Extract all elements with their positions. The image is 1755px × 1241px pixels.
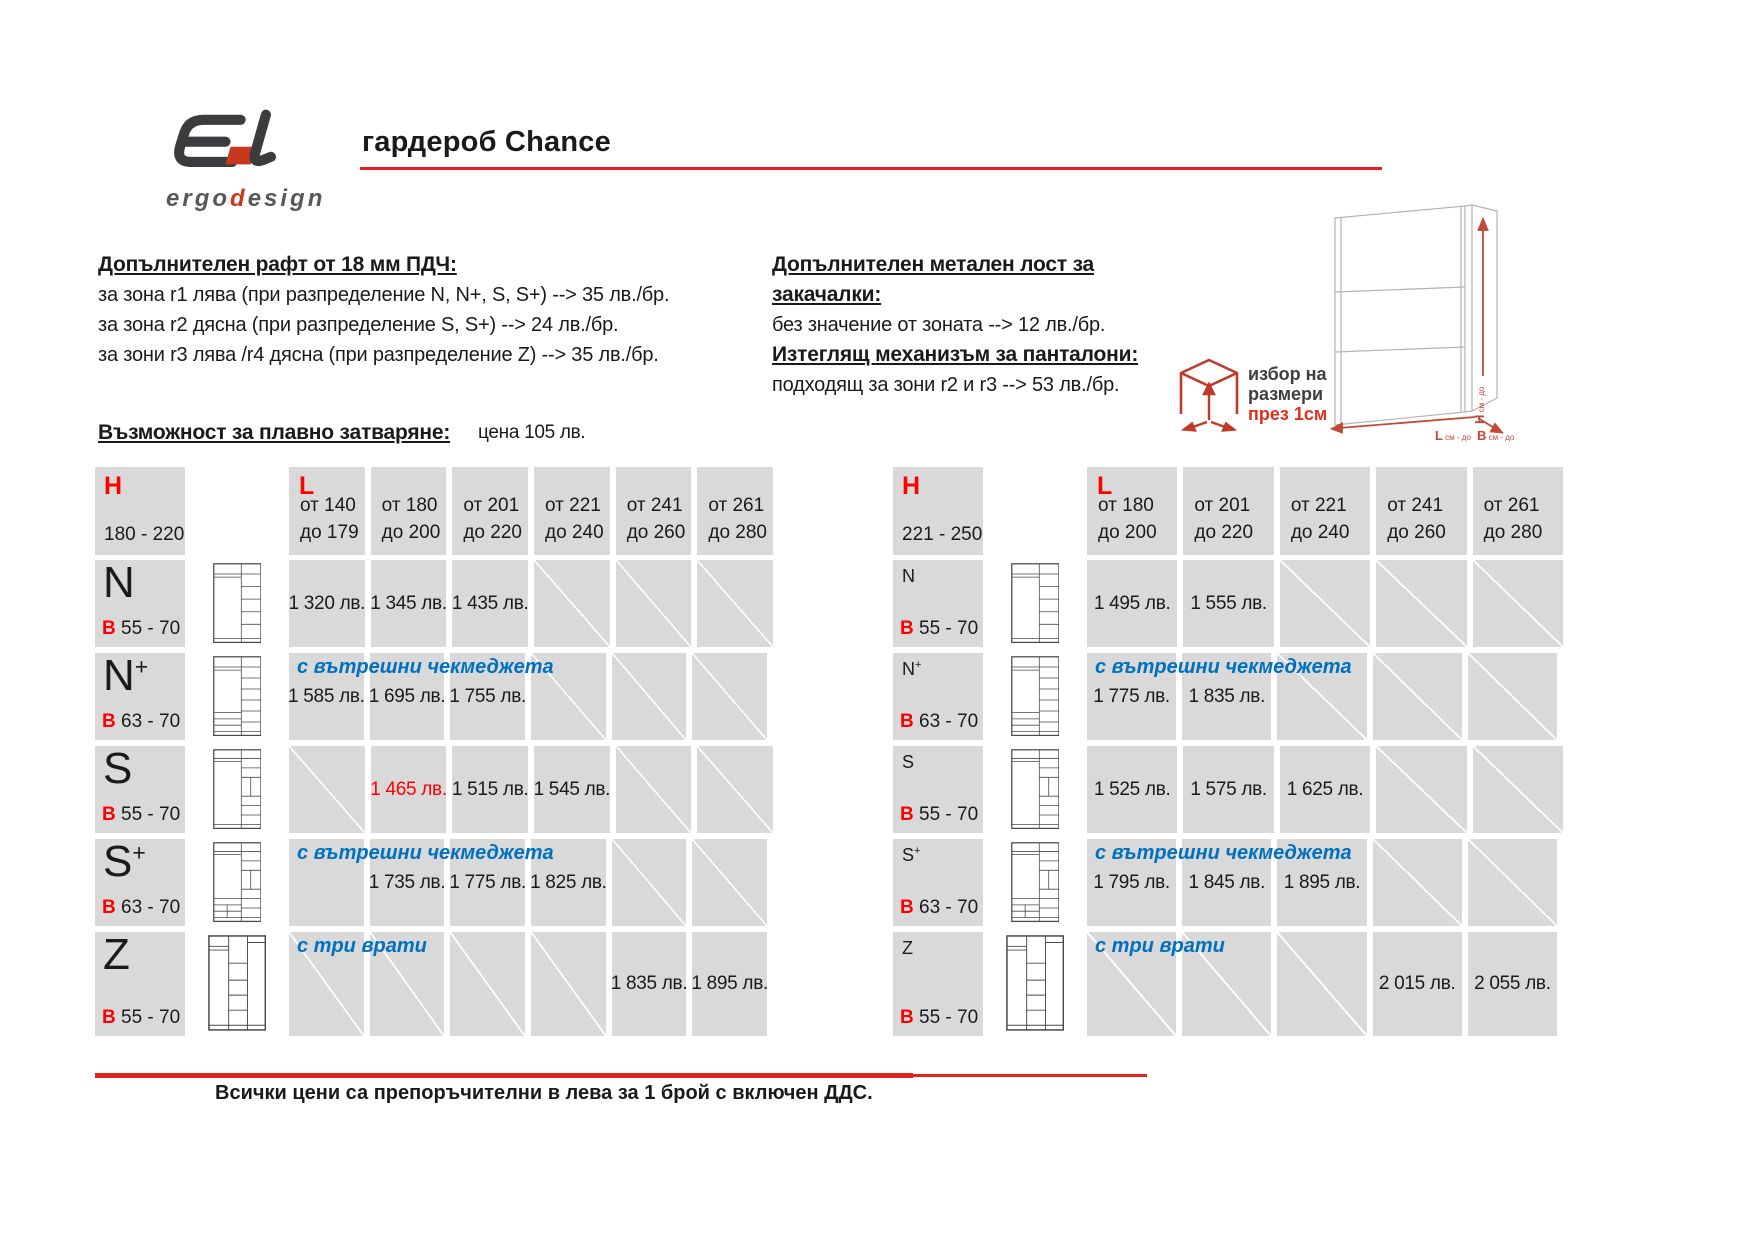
zone-letter: Z <box>902 938 913 958</box>
price-cell <box>371 746 447 833</box>
depth-range: В 55 - 70 <box>900 1007 979 1028</box>
length-from: от 221 <box>1290 495 1347 516</box>
length-to: до 220 <box>1194 522 1254 543</box>
size-cube-icon <box>1176 356 1242 432</box>
extra-shelf-line-1: за зона r1 лява (при разпределение N, N+, S, S+) --> 35 лв./бр. <box>98 284 670 306</box>
depth-range: В 63 - 70 <box>900 711 979 732</box>
price-value: 1 845 лв. <box>1188 871 1266 893</box>
price-cell <box>1280 560 1370 647</box>
price-cell <box>1468 653 1557 740</box>
depth-range: В 55 - 70 <box>900 618 979 639</box>
zone-letter: S <box>902 752 915 772</box>
height-header-cell <box>893 467 983 555</box>
size-choice-line-1: избор на <box>1248 364 1327 384</box>
metal-rod-heading: Допълнителен метален лост за закачалки: <box>772 253 1095 306</box>
table-row-s <box>893 746 1563 833</box>
length-to: до 200 <box>381 522 441 543</box>
footer-rule-left <box>95 1073 913 1078</box>
price-cell <box>534 746 610 833</box>
price-value: 1 775 лв. <box>1093 685 1170 707</box>
table-row-splus <box>95 839 773 926</box>
length-from: от 241 <box>1387 495 1444 516</box>
price-cell <box>289 746 365 833</box>
wardrobe-layout-splus-icon <box>213 842 262 924</box>
height-letter: H <box>104 472 123 500</box>
table-row-n <box>95 560 773 647</box>
metal-rod-info <box>772 250 1192 340</box>
layout-icon-cell <box>989 746 1081 833</box>
length-range-header <box>1087 467 1177 555</box>
depth-range: В 63 - 70 <box>102 711 181 732</box>
price-value: 1 525 лв. <box>1093 778 1171 800</box>
soft-close-price: цена 105 лв. <box>478 422 586 443</box>
length-to: до 200 <box>1098 522 1157 543</box>
table-row-z <box>95 932 773 1036</box>
trouser-rack-info <box>772 340 1192 400</box>
length-to: до 260 <box>626 522 686 543</box>
length-range-header <box>1280 467 1370 555</box>
layout-icon-cell <box>989 560 1081 647</box>
length-from: от 261 <box>1483 495 1540 516</box>
price-cell <box>1373 839 1462 926</box>
price-value: 1 795 лв. <box>1093 871 1170 893</box>
row-note: с вътрешни чекмеджета <box>1095 656 1352 678</box>
price-value: 1 735 лв. <box>368 871 446 893</box>
length-range-header <box>616 467 692 555</box>
soft-close-info <box>98 418 758 448</box>
price-value: 1 825 лв. <box>530 871 607 893</box>
zone-label-cell <box>893 839 983 926</box>
height-header-cell <box>95 467 185 555</box>
length-range-header <box>1376 467 1466 555</box>
price-cell <box>616 746 692 833</box>
price-cell <box>1183 560 1273 647</box>
zone-letter: Z <box>103 930 130 979</box>
table-header-row <box>95 467 773 555</box>
price-cell <box>692 653 767 740</box>
price-cell <box>692 932 767 1036</box>
price-cell <box>1468 932 1557 1036</box>
extra-shelf-line-3: за зони r3 лява /r4 дясна (при разпределение Z) --> 35 лв./бр. <box>98 344 659 366</box>
wardrobe-layout-n-icon <box>213 563 262 645</box>
length-to: до 280 <box>708 522 767 543</box>
price-value: 1 515 лв. <box>451 778 529 800</box>
row-note: с три врати <box>297 935 427 957</box>
wardrobe-layout-z-icon <box>1006 935 1064 1033</box>
price-table-h180-220 <box>95 467 773 1042</box>
price-cell <box>1087 560 1177 647</box>
zone-label-cell <box>95 560 185 647</box>
price-value: 2 015 лв. <box>1378 973 1456 994</box>
row-note: с вътрешни чекмеджета <box>1095 842 1352 864</box>
page-title: гардероб Chance <box>362 126 611 158</box>
trouser-rack-heading: Изтеглящ механизъм за панталони: <box>772 343 1139 366</box>
extra-shelf-info <box>98 250 698 370</box>
extra-shelf-line-2: за зона r2 дясна (при разпределение S, S+) --> 24 лв./бр. <box>98 314 619 336</box>
footer-note: Всички цени са препоръчителни в лева за 1 брой с включен ДДС. <box>215 1082 873 1104</box>
trouser-rack-line: подходящ за зони r2 и r3 --> 53 лв./бр. <box>772 374 1120 396</box>
zone-letter: N <box>103 558 135 607</box>
price-cell <box>452 746 528 833</box>
zone-label-cell <box>95 839 185 926</box>
price-value: 1 495 лв. <box>1093 592 1171 614</box>
zone-label-cell <box>893 932 983 1036</box>
length-from: от 180 <box>1098 495 1154 516</box>
price-cell <box>1376 746 1466 833</box>
length-to: до 280 <box>1483 522 1543 543</box>
price-cell <box>697 560 773 647</box>
zone-label-cell <box>95 653 185 740</box>
price-cell <box>1468 839 1557 926</box>
height-letter: H <box>902 472 921 500</box>
price-value: 1 465 лв. <box>370 778 447 800</box>
length-from: от 221 <box>545 495 601 516</box>
length-range-header <box>289 467 365 555</box>
wardrobe-layout-nplus-icon <box>1011 656 1060 738</box>
length-to: до 260 <box>1387 522 1446 543</box>
size-choice-line-2: размери <box>1248 384 1324 404</box>
price-cell <box>612 839 687 926</box>
layout-icon-cell <box>191 653 283 740</box>
length-to: до 179 <box>300 522 359 543</box>
table-row-nplus <box>893 653 1563 740</box>
depth-range: В 55 - 70 <box>102 618 181 639</box>
ergodesign-logo-icon <box>146 108 321 188</box>
price-cell <box>371 560 447 647</box>
layout-column-spacer <box>191 467 283 555</box>
layout-icon-cell <box>191 932 283 1036</box>
table-row-splus <box>893 839 1563 926</box>
price-value: 1 585 лв. <box>288 685 365 707</box>
zone-label-cell <box>95 932 185 1036</box>
price-value: 1 775 лв. <box>449 871 526 893</box>
length-range-header <box>697 467 773 555</box>
price-table-h221-250 <box>893 467 1563 1042</box>
zone-label-cell <box>893 746 983 833</box>
length-letter: L <box>1097 472 1113 500</box>
wardrobe-layout-s-icon <box>213 749 262 831</box>
zone-letter: N+ <box>902 659 922 679</box>
wardrobe-layout-s-icon <box>1011 749 1060 831</box>
row-note: с три врати <box>1095 935 1225 957</box>
layout-icon-cell <box>191 560 283 647</box>
layout-icon-cell <box>191 839 283 926</box>
wardrobe-layout-nplus-icon <box>213 656 262 738</box>
price-value: 1 545 лв. <box>533 778 611 800</box>
price-cell <box>450 932 525 1036</box>
price-value: 1 320 лв. <box>288 592 366 614</box>
price-value: 2 055 лв. <box>1474 973 1551 994</box>
metal-rod-line: без значение от зоната --> 12 лв./бр. <box>772 314 1106 336</box>
length-to: до 240 <box>1290 522 1350 543</box>
price-cell <box>1473 560 1563 647</box>
zone-label-cell <box>893 560 983 647</box>
length-from: от 201 <box>1194 495 1251 516</box>
price-cell <box>616 560 692 647</box>
table-header-row <box>893 467 1563 555</box>
table-row-nplus <box>95 653 773 740</box>
dim-label-l: L см - до <box>1435 428 1471 443</box>
price-value: 1 555 лв. <box>1190 592 1267 614</box>
zone-letter: N+ <box>103 651 149 700</box>
price-cell <box>1183 746 1273 833</box>
table-row-n <box>893 560 1563 647</box>
depth-range: В 55 - 70 <box>102 1007 181 1028</box>
price-cell <box>612 932 687 1036</box>
length-to: до 240 <box>545 522 604 543</box>
length-from: от 180 <box>381 495 438 516</box>
length-range-header <box>1183 467 1273 555</box>
row-note: с вътрешни чекмеджета <box>297 656 554 678</box>
wardrobe-layout-splus-icon <box>1011 842 1060 924</box>
size-choice-note <box>1248 364 1327 424</box>
zone-letter: N <box>902 566 915 586</box>
price-value: 1 435 лв. <box>451 592 529 614</box>
layout-column-spacer <box>989 467 1081 555</box>
zone-letter: S <box>103 744 133 793</box>
length-from: от 201 <box>463 495 520 516</box>
price-value: 1 345 лв. <box>370 592 447 614</box>
table-row-z <box>893 932 1563 1036</box>
length-range-header <box>1473 467 1563 555</box>
price-cell <box>1373 653 1462 740</box>
dim-label-b: B см - до <box>1477 428 1515 443</box>
wardrobe-dimension-drawing <box>1325 196 1515 446</box>
soft-close-heading: Възможност за плавно затваряне: <box>98 421 451 444</box>
size-choice-step: през 1см <box>1248 404 1328 424</box>
length-to: до 220 <box>463 522 522 543</box>
length-from: от 241 <box>626 495 683 516</box>
price-value: 1 835 лв. <box>1188 685 1266 707</box>
price-cell <box>289 560 365 647</box>
length-from: от 140 <box>300 495 356 516</box>
length-range-header <box>371 467 447 555</box>
price-cell <box>692 839 767 926</box>
depth-range: В 63 - 70 <box>102 897 181 918</box>
price-cell <box>1373 932 1462 1036</box>
layout-icon-cell <box>989 653 1081 740</box>
zone-label-cell <box>95 746 185 833</box>
wardrobe-layout-z-icon <box>208 935 266 1033</box>
zone-letter: S+ <box>103 837 146 886</box>
layout-icon-cell <box>989 932 1081 1036</box>
price-cell <box>697 746 773 833</box>
price-cell <box>1087 746 1177 833</box>
wardrobe-layout-n-icon <box>1011 563 1060 645</box>
price-value: 1 835 лв. <box>610 973 688 994</box>
layout-icon-cell <box>191 746 283 833</box>
length-range-header <box>534 467 610 555</box>
price-cell <box>534 560 610 647</box>
layout-icon-cell <box>989 839 1081 926</box>
depth-range: В 55 - 70 <box>900 804 979 825</box>
price-value: 1 755 лв. <box>449 685 526 707</box>
price-cell <box>1376 560 1466 647</box>
price-cell <box>531 932 606 1036</box>
extra-shelf-heading: Допълнителен рафт от 18 мм ПДЧ: <box>98 253 457 276</box>
price-cell <box>452 560 528 647</box>
length-range-header <box>452 467 528 555</box>
height-range: 221 - 250 <box>902 524 983 545</box>
price-cell <box>1473 746 1563 833</box>
zone-letter: S+ <box>902 845 921 865</box>
table-row-s <box>95 746 773 833</box>
dim-label-h: H см - до <box>1472 386 1487 424</box>
height-range: 180 - 220 <box>104 524 185 545</box>
brand-wordmark: ergodesign <box>166 185 326 212</box>
depth-range: В 63 - 70 <box>900 897 979 918</box>
price-value: 1 895 лв. <box>691 973 768 994</box>
length-letter: L <box>299 472 315 500</box>
title-underline <box>360 167 1382 170</box>
price-value: 1 575 лв. <box>1190 778 1267 800</box>
row-note: с вътрешни чекмеджета <box>297 842 554 864</box>
zone-label-cell <box>893 653 983 740</box>
depth-range: В 55 - 70 <box>102 804 181 825</box>
footer-rule-right <box>913 1074 1147 1077</box>
length-from: от 261 <box>708 495 765 516</box>
price-cell <box>1280 746 1370 833</box>
price-value: 1 625 лв. <box>1286 778 1364 800</box>
price-cell <box>612 653 687 740</box>
price-value: 1 895 лв. <box>1283 871 1361 893</box>
price-value: 1 695 лв. <box>368 685 446 707</box>
price-cell <box>1277 932 1366 1036</box>
